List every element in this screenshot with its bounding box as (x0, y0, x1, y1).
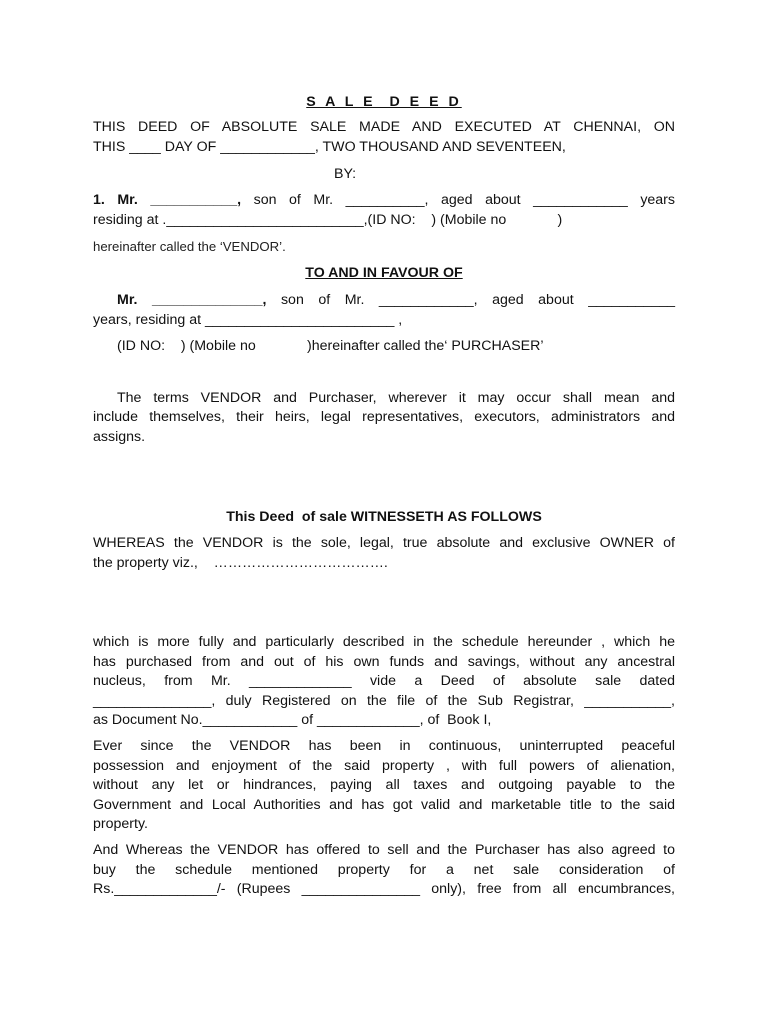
vendor-line-1 (93, 191, 675, 210)
purchaser-details: son of Mr. ____________, aged about ___________ (266, 292, 675, 308)
which-line-5: as Document No.____________ of _____________, of Book I, (93, 712, 492, 728)
by-label: BY: (334, 166, 357, 182)
vendor-line-2: residing at ._________________________,(ID NO: ) (Mobile no ) (93, 212, 563, 228)
and-line-1: And Whereas the VENDOR has offered to sell and the Purchaser has also agreed to (93, 842, 675, 858)
whereas-line-1: WHEREAS the VENDOR is the sole, legal, true absolute and exclusive OWNER of (93, 535, 675, 551)
vendor-name-field: 1. Mr. ___________, (93, 192, 242, 208)
purchaser-name-field: Mr. ______________, (117, 292, 267, 308)
and-line-2: buy the schedule mentioned property for a net sale consideration of (93, 862, 675, 878)
purchaser-line-1 (117, 291, 675, 310)
vendor-called: hereinafter called the ‘VENDOR’. (93, 239, 286, 254)
ever-line-2: possession and enjoyment of the said property , with full powers of alienation, (93, 758, 675, 774)
intro-line-2: THIS ____ DAY OF ____________, TWO THOUSAND AND SEVENTEEN, (93, 139, 566, 155)
whereas-line-2: the property viz., ………………………………. (93, 555, 388, 571)
terms-line-3: assigns. (93, 429, 146, 445)
witness-bold: WITNESSETH AS FOLLOWS (350, 509, 542, 525)
terms-line-2: include themselves, their heirs, legal representatives, executors, administrators and (93, 409, 675, 425)
intro-line-1: THIS DEED OF ABSOLUTE SALE MADE AND EXECUTED AT CHENNAI, ON (93, 119, 675, 135)
ever-line-5: property. (93, 816, 148, 832)
ever-line-4: Government and Local Authorities and has got valid and marketable title to the said (93, 797, 675, 813)
purchaser-line-2: years, residing at ________________________ , (93, 312, 403, 328)
vendor-details: son of Mr. __________, aged about ____________ years (241, 192, 676, 208)
and-line-3: Rs._____________/- (Rupees _______________ only), free from all encumbrances, (93, 881, 675, 897)
which-line-2: has purchased from and out of his own funds and savings, without any ancestral (93, 654, 675, 670)
purchaser-line-3: (ID NO: ) (Mobile no )hereinafter called the‘ PURCHASER’ (117, 338, 544, 354)
which-line-4: _______________, duly Registered on the file of the Sub Registrar, ___________, (93, 693, 675, 709)
which-line-1: which is more fully and particularly described in the schedule hereunder , which he (93, 634, 675, 650)
ever-line-1: Ever since the VENDOR has been in continuous, uninterrupted peaceful (93, 738, 675, 754)
witness-heading (0, 508, 768, 527)
ever-line-3: without any let or hindrances, paying all taxes and outgoing payable to the (93, 777, 675, 793)
terms-line-1: The terms VENDOR and Purchaser, wherever it may occur shall mean and (117, 390, 675, 406)
witness-prefix: This Deed of sale (226, 509, 351, 525)
favour-heading: TO AND IN FAVOUR OF (305, 265, 463, 281)
which-line-3: nucleus, from Mr. _____________ vide a Deed of absolute sale dated (93, 673, 675, 689)
deed-title: S A L E D E E D (306, 94, 462, 110)
